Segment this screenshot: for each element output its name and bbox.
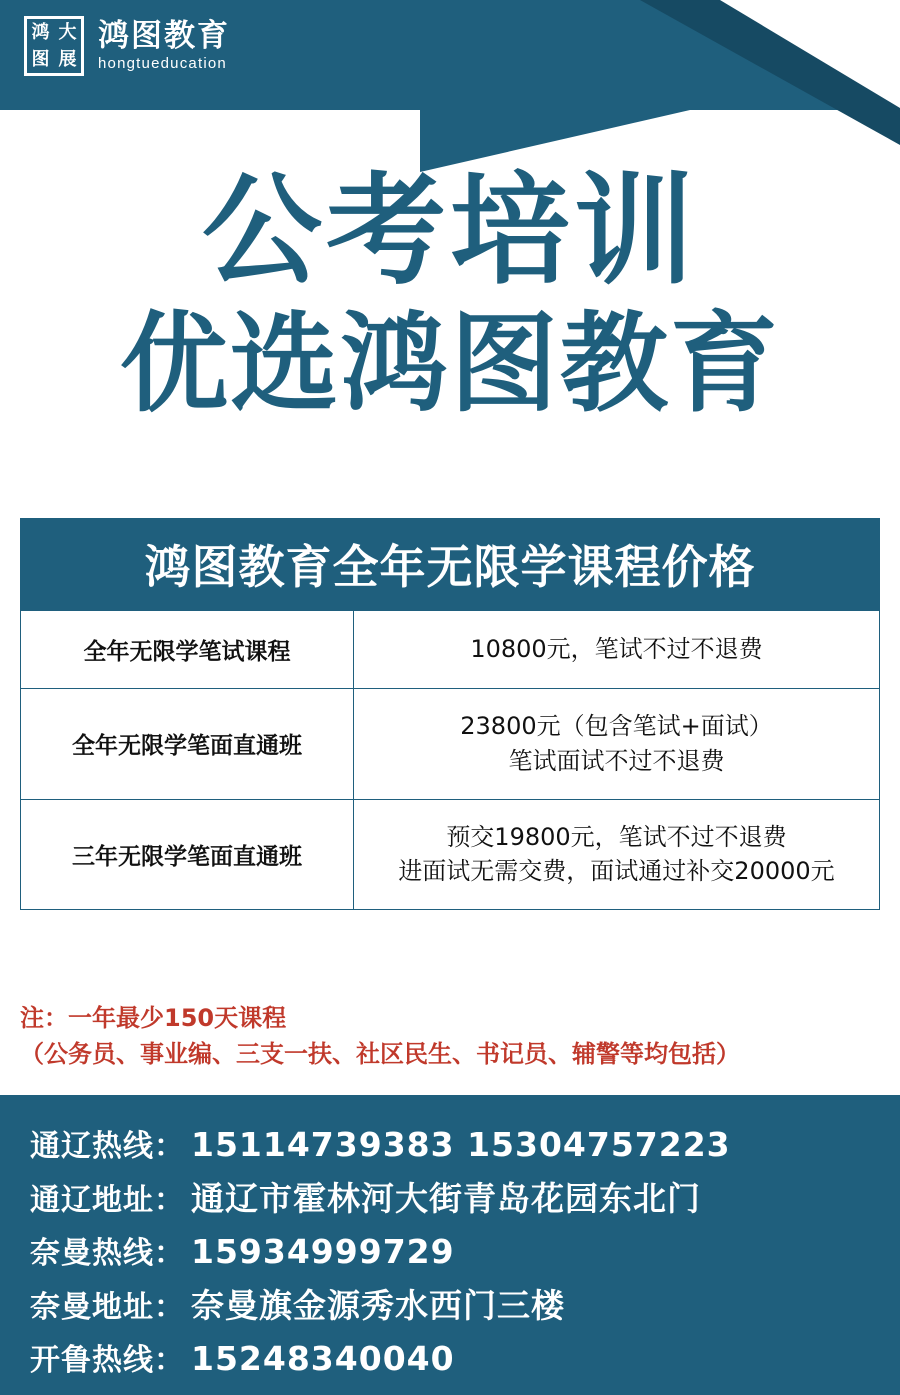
note-block: [20, 1000, 890, 1072]
course-name: 全年无限学笔面直通班: [21, 689, 354, 800]
headline-line-1: 公考培训: [202, 162, 698, 301]
logo-seal-char-3: 图: [31, 48, 50, 70]
contact-label: 通辽热线：: [30, 1129, 185, 1164]
table-row: [21, 689, 880, 800]
course-price-line: 笔试面试不过不退费: [508, 746, 725, 775]
page-title: [0, 162, 900, 428]
course-name: 全年无限学笔试课程: [21, 611, 354, 689]
headline-line-2: 优选鸿图教育: [119, 302, 780, 428]
contact-value[interactable]: 15934999729: [191, 1232, 455, 1271]
brand-name-block: [98, 17, 230, 73]
contact-value[interactable]: 15248340040: [191, 1339, 455, 1378]
note-line-2: （公务员、事业编、三支一扶、社区民生、书记员、辅警等均包括）: [20, 1040, 740, 1068]
course-name: 三年无限学笔面直通班: [21, 799, 354, 910]
contact-section: [0, 1095, 900, 1395]
contact-label: 通辽地址：: [30, 1183, 185, 1218]
contact-value[interactable]: 奈曼旗金源秀水西门三楼: [191, 1286, 565, 1325]
brand-logo: [24, 16, 230, 76]
logo-seal-char-1: 鸿: [31, 21, 50, 43]
contact-row: [30, 1335, 900, 1379]
contact-label: 奈曼地址：: [30, 1290, 185, 1325]
contact-label: 奈曼热线：: [30, 1236, 185, 1271]
contact-row: [30, 1173, 900, 1220]
contact-label: 开鲁热线：: [30, 1343, 185, 1378]
contact-row: [30, 1228, 900, 1272]
table-row: [21, 799, 880, 910]
header-wedge-white: [720, 0, 900, 108]
course-price-line: 10800元，笔试不过不退费: [470, 635, 763, 664]
course-price: [354, 611, 880, 689]
contact-value[interactable]: 通辽市霍林河大街青岛花园东北门: [191, 1179, 701, 1218]
price-table-section: [20, 518, 880, 910]
price-table-title: 鸿图教育全年无限学课程价格: [20, 518, 880, 610]
course-price: [354, 799, 880, 910]
course-price-line: 预交19800元，笔试不过不退费: [446, 822, 787, 851]
table-row: [21, 611, 880, 689]
course-price-line: 进面试无需交费，面试通过补交20000元: [398, 857, 835, 886]
logo-seal-char-4: 展: [58, 48, 77, 70]
price-table: [20, 610, 880, 910]
course-price: [354, 689, 880, 800]
brand-name-cn: 鸿图教育: [98, 17, 230, 54]
contact-value[interactable]: 15114739383 15304757223: [191, 1125, 731, 1164]
course-price-line: 23800元（包含笔试+面试）: [460, 712, 773, 740]
contact-row: [30, 1121, 900, 1165]
logo-seal-char-2: 大: [58, 21, 77, 43]
brand-name-en: hongtueducation: [98, 55, 227, 73]
note-line-1: 注：一年最少150天课程: [20, 1004, 287, 1032]
logo-seal-icon: [24, 16, 84, 76]
contact-row: [30, 1280, 900, 1327]
